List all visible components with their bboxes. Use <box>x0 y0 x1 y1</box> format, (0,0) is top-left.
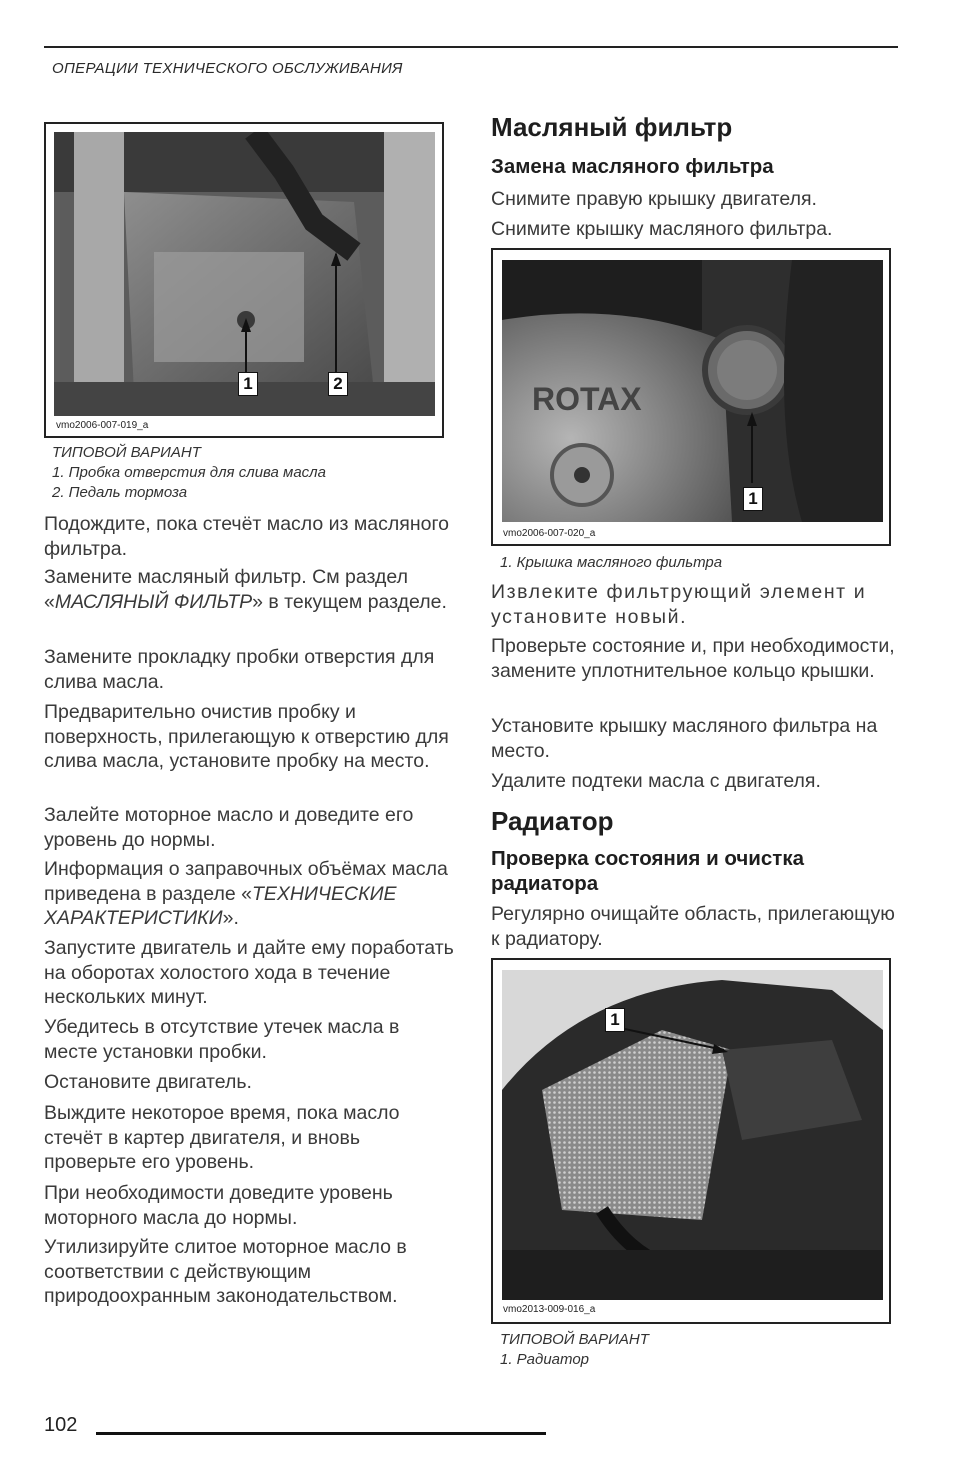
section-title-oil-filter: Масляный фильтр <box>491 112 733 142</box>
page-number: 102 <box>44 1414 78 1436</box>
rotax-brand-text: ROTAX <box>532 381 642 417</box>
figure-id: vmo2006-007-020_a <box>503 528 596 539</box>
paragraph: Выждите некоторое время, пока масло стечёт в картер двигателя, и вновь проверьте его уровень. <box>44 1102 400 1173</box>
paragraph: Убедитесь в отсутствие утечек масла в месте установки пробки. <box>44 1016 400 1063</box>
section-title-radiator: Радиатор <box>491 806 614 836</box>
paragraph: Удалите подтеки масла с двигателя. <box>491 770 821 792</box>
figure-id: vmo2006-007-019_a <box>56 420 149 431</box>
figure1-caption <box>52 443 452 503</box>
callout-1-radiator: 1 <box>605 1008 625 1032</box>
photo-radiator <box>502 970 883 1300</box>
paragraph: Залейте моторное масло и доведите его уровень до нормы. <box>44 804 414 851</box>
photo-oil-filter-cover <box>502 260 883 522</box>
paragraph: Замените масляный фильтр. См раздел «МАСЛЯНЫЙ ФИЛЬТР» в текущем разделе. <box>44 566 447 613</box>
paragraph: Информация о заправочных объёмах масла приведена в разделе «ТЕХНИЧЕСКИЕ ХАРАКТЕРИСТИКИ». <box>44 858 448 929</box>
paragraph: Извлеките фильтрующий элемент и установите новый. <box>491 581 867 628</box>
figure2-caption: 1. Крышка масляного фильтра <box>500 554 723 571</box>
cross-reference: ТЕХНИЧЕСКИЕ ХАРАКТЕРИСТИКИ <box>44 882 397 929</box>
paragraph: Подождите, пока стечёт масло из масляного фильтра. <box>44 513 449 560</box>
figure-id: vmo2013-009-016_a <box>503 1304 596 1315</box>
figure-radiator <box>491 958 891 1324</box>
header-rule <box>44 46 898 48</box>
caption-typical: ТИПОВОЙ ВАРИАНТ <box>500 1331 649 1348</box>
cross-reference: МАСЛЯНЫЙ ФИЛЬТР <box>54 590 253 613</box>
subsection-title-oil-filter-replacement: Замена масляного фильтра <box>491 155 774 178</box>
paragraph: Регулярно очищайте область, прилегающую к радиатору. <box>491 903 895 950</box>
photo-oil-filter-cover-illustration <box>502 260 883 522</box>
figure-oil-filter-cover <box>491 248 891 546</box>
caption-item-1: 1. Пробка отверстия для слива масла <box>52 464 326 481</box>
paragraph: При необходимости доведите уровень моторного масла до нормы. <box>44 1182 393 1229</box>
paragraph: Снимите крышку масляного фильтра. <box>491 218 833 240</box>
subsection-title-radiator-inspection: Проверка состояния и очистка радиатора <box>491 847 804 895</box>
callout-2-brake-pedal: 2 <box>328 372 348 396</box>
figure-drain-plug <box>44 122 444 438</box>
caption-item-1: 1. Радиатор <box>500 1351 590 1368</box>
paragraph: Замените прокладку пробки отверстия для слива масла. <box>44 646 435 693</box>
caption-typical: ТИПОВОЙ ВАРИАНТ <box>52 444 201 461</box>
callout-1-oil-filter-cover: 1 <box>743 487 763 511</box>
caption-item-2: 2. Педаль тормоза <box>52 484 188 501</box>
running-header: ОПЕРАЦИИ ТЕХНИЧЕСКОГО ОБСЛУЖИВАНИЯ <box>52 60 403 77</box>
paragraph: Запустите двигатель и дайте ему поработать на оборотах холостого хода в течение нескольких минут. <box>44 937 454 1008</box>
paragraph: Предварительно очистив пробку и поверхность, прилегающую к отверстию для слива масла, установите пробку на место. <box>44 701 449 772</box>
paragraph: Установите крышку масляного фильтра на место. <box>491 715 878 762</box>
footer-rule <box>96 1432 546 1435</box>
callout-1-drain-plug: 1 <box>238 372 258 396</box>
photo-radiator-illustration <box>502 970 883 1300</box>
paragraph: Утилизируйте слитое моторное масло в соответствии с действующим природоохранным законодательством. <box>44 1236 407 1307</box>
figure3-caption <box>500 1330 900 1370</box>
paragraph: Проверьте состояние и, при необходимости, замените уплотнительное кольцо крышки. <box>491 635 895 682</box>
paragraph: Снимите правую крышку двигателя. <box>491 188 817 210</box>
paragraph: Остановите двигатель. <box>44 1071 252 1093</box>
